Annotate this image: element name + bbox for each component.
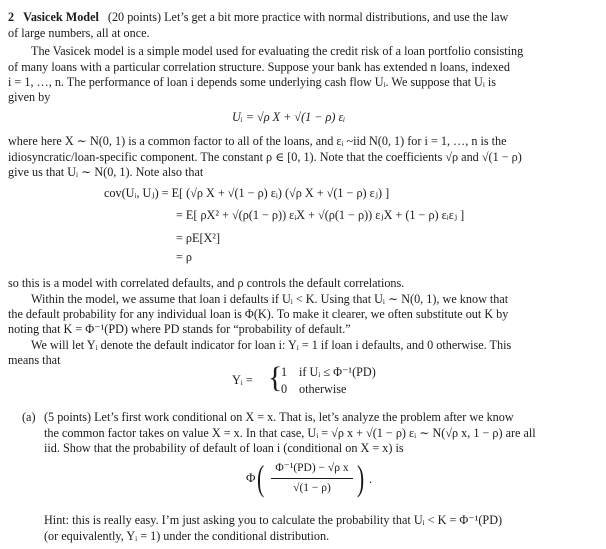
- part-a-label: (a): [22, 410, 36, 424]
- para2-line3: give us that Uᵢ ∼ N(0, 1). Note also that: [8, 165, 204, 179]
- para1-line2: of many loans with a particular correlation structure. Suppose your bank has extended n loans, indexed: [8, 60, 510, 74]
- problem-intro: Let’s get a bit more practice with normal distributions, and use the law: [164, 10, 509, 24]
- piecewise-case1-value: 1: [281, 365, 288, 379]
- problem-intro-cont: of large numbers, all at once.: [8, 26, 150, 40]
- hint-line1: Hint: this is really easy. I’m just asking you to calculate the probability that Uᵢ < K = Φ⁻¹(PD): [44, 513, 503, 527]
- cov-line1: cov(Uᵢ, Uⱼ) = E[ (√ρ X + √(1 − ρ) εᵢ) (√ρ X + √(1 − ρ) εⱼ) ]: [104, 186, 390, 200]
- fraction-bar: [271, 478, 353, 479]
- para2-line1: where here X ∼ N(0, 1) is a common factor to all of the loans, and εᵢ ~iid N(0, 1) for i = 1, …, n is the: [8, 134, 507, 148]
- para2-line2: idiosyncratic/loan-specific component. The constant ρ ∈ [0, 1). Note that the coefficients √ρ and √(1 − ρ): [8, 150, 522, 164]
- cov-line4: = ρ: [176, 250, 193, 264]
- part-a-line1: (5 points) Let’s first work conditional on X = x. That is, let’s analyze the problem after we know: [44, 410, 514, 424]
- piecewise-lhs: Yᵢ =: [232, 373, 253, 387]
- problem-number: 2: [8, 10, 15, 24]
- problem-title: Vasicek Model: [23, 10, 99, 24]
- fraction-numerator: Φ⁻¹(PD) − √ρ x: [275, 462, 349, 474]
- left-paren: (: [257, 458, 265, 498]
- piecewise-case2-value: 0: [281, 382, 288, 396]
- part-a-line3: iid. Show that the probability of default of loan i (conditional on X = x) is: [44, 441, 404, 455]
- para5-line2: means that: [8, 353, 61, 367]
- fraction-denominator: √(1 − ρ): [293, 482, 331, 494]
- equation-u: Uᵢ = √ρ X + √(1 − ρ) εᵢ: [232, 110, 346, 124]
- para4-line3: noting that K = Φ⁻¹(PD) where PD stands for “probability of default.”: [8, 322, 351, 336]
- cov-line2: = E[ ρX² + √(ρ(1 − ρ)) εᵢX + √(ρ(1 − ρ)) εⱼX + (1 − ρ) εᵢεⱼ ]: [176, 208, 465, 222]
- piecewise-brace: {: [268, 361, 283, 394]
- cov-line3: = ρE[X²]: [176, 231, 221, 245]
- para3: so this is a model with correlated defaults, and ρ controls the default correlations.: [8, 276, 405, 290]
- para4-line2: the default probability for any individual loan is Φ(K). To make it clearer, we often substitute out K by: [8, 307, 509, 321]
- hint-line2: (or equivalently, Yᵢ = 1) under the conditional distribution.: [44, 529, 330, 543]
- para4-line1: Within the model, we assume that loan i defaults if Uᵢ < K. Using that Uᵢ ∼ N(0, 1), we know that: [31, 292, 509, 306]
- problem-points: (20 points): [107, 10, 162, 24]
- right-paren: ): [357, 458, 365, 498]
- problem-heading: [8, 10, 508, 26]
- para5-line1: We will let Yᵢ denote the default indicator for loan i: Yᵢ = 1 if loan i defaults, and 0 otherwise. This: [31, 338, 512, 352]
- para1-line3: i = 1, …, n. The performance of loan i depends some underlying cash flow Uᵢ. We suppose that Uᵢ is: [8, 75, 497, 89]
- piecewise-case2-condition: otherwise: [299, 382, 347, 396]
- formula-period: .: [369, 472, 373, 486]
- phi-symbol: Φ: [246, 470, 256, 485]
- para1-line4: given by: [8, 90, 51, 104]
- part-a-line2: the common factor takes on value X = x. In that case, Uᵢ = √ρ x + √(1 − ρ) εᵢ ∼ N(√ρ x, 1 − ρ) are all: [44, 426, 536, 440]
- piecewise-case1-condition: if Uᵢ ≤ Φ⁻¹(PD): [299, 365, 376, 379]
- para1-line1: The Vasicek model is a simple model used for evaluating the credit risk of a loan portfolio consisting: [31, 44, 524, 58]
